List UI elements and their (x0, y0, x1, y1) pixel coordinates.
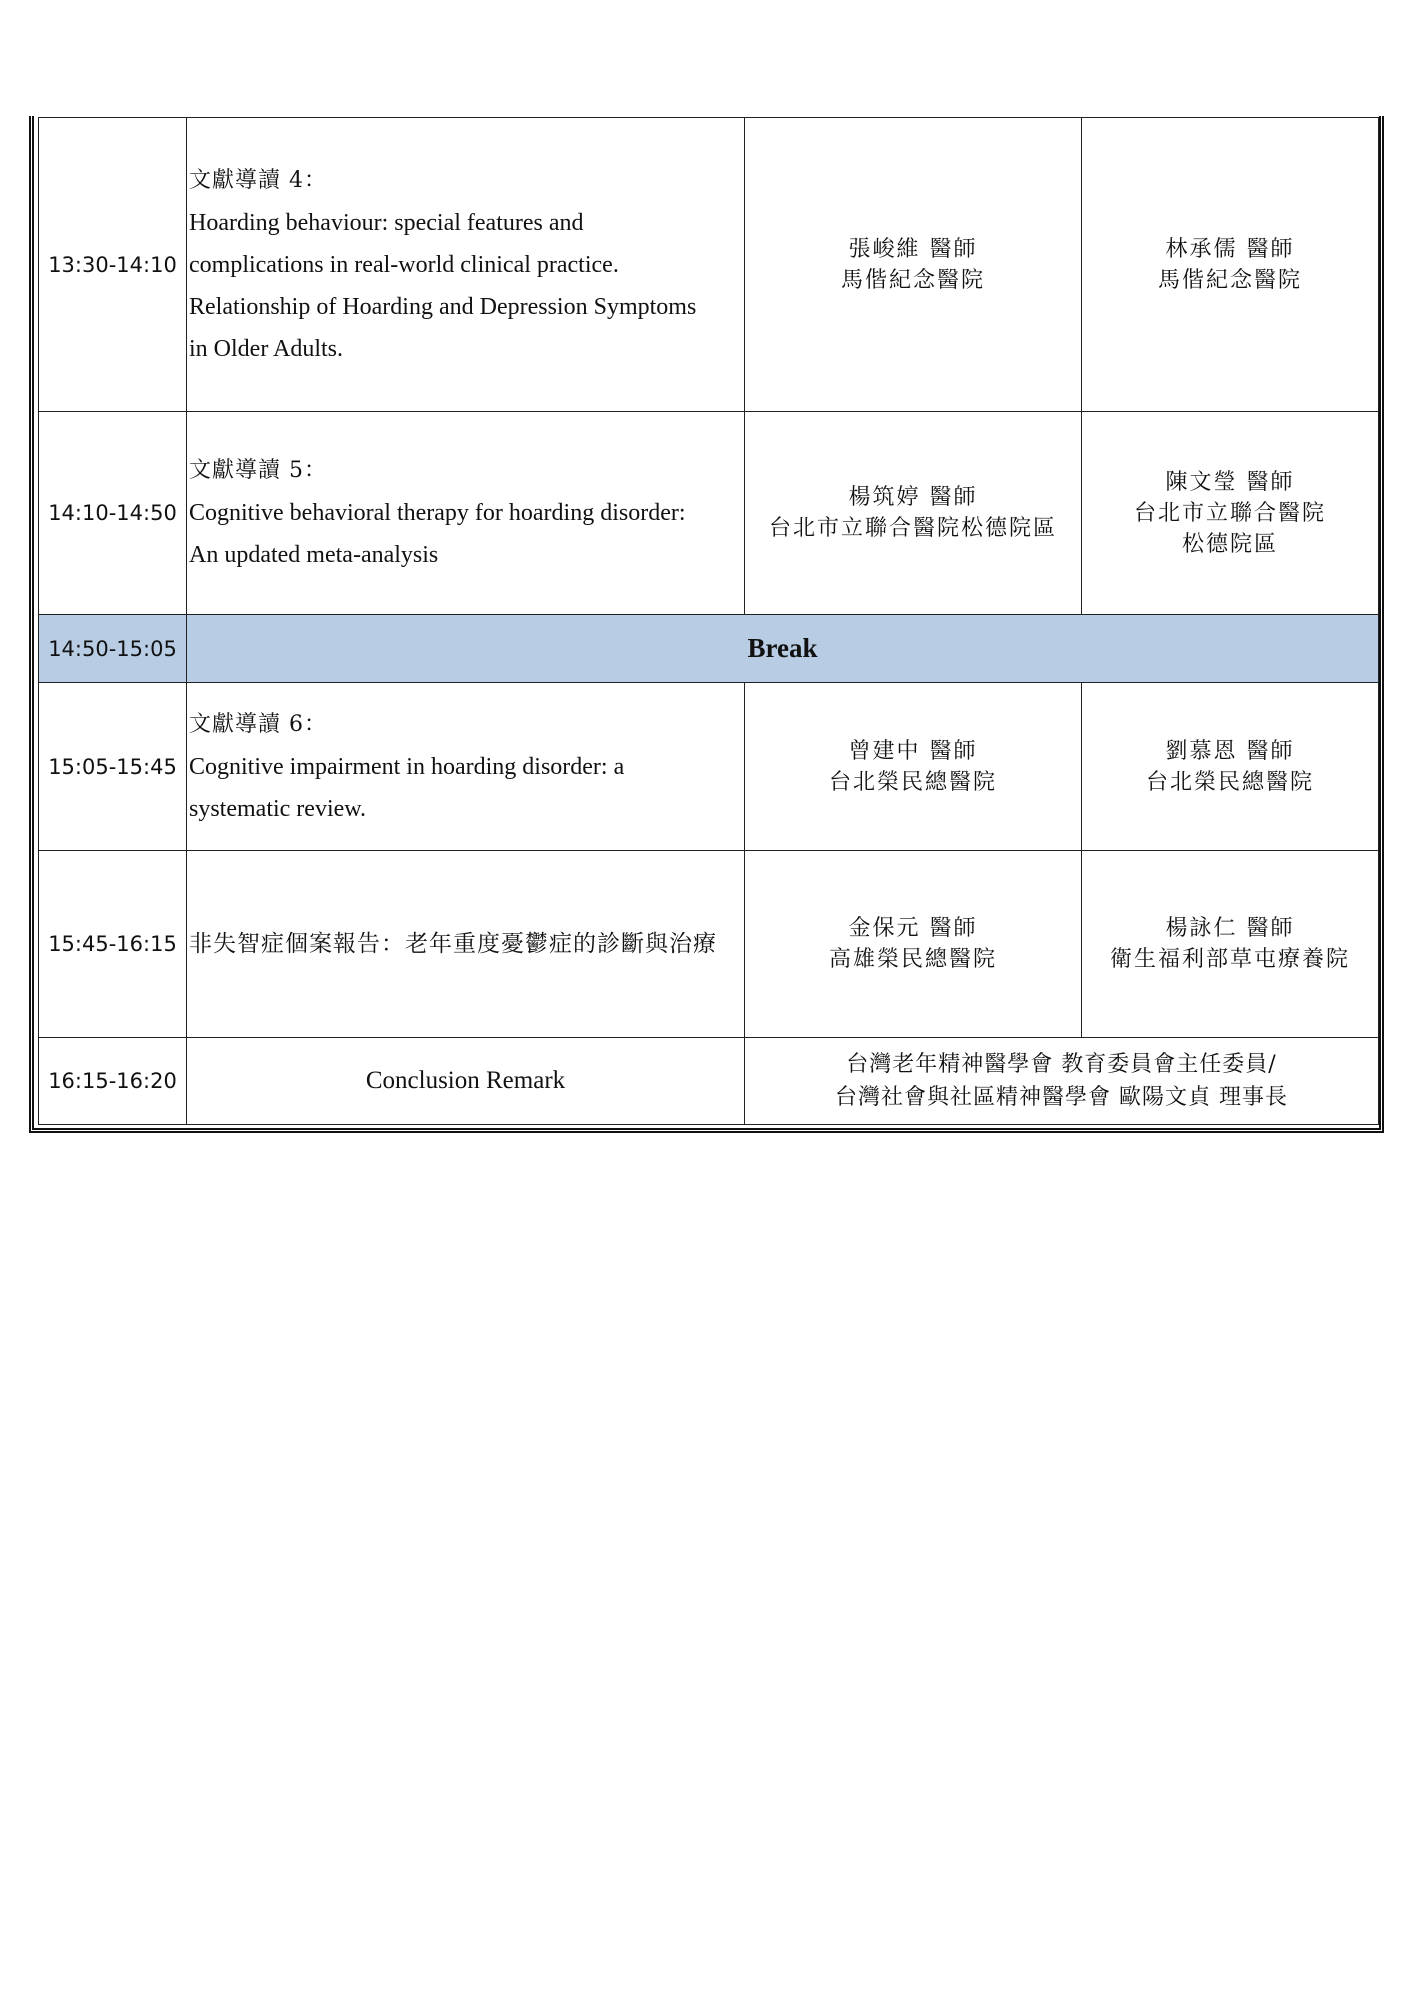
topic-line: complications in real-world clinical practice. (189, 251, 619, 278)
session-topic (187, 412, 745, 615)
topic-text: 非失智症個案報告：老年重度憂鬱症的診斷與治療 (189, 931, 717, 957)
table-row (39, 118, 1379, 412)
topic-line: Relationship of Hoarding and Depression Symptoms (189, 293, 697, 320)
moderator-cell (1082, 683, 1379, 851)
moderator-name: 林承儒 醫師 (1165, 236, 1295, 262)
chair-line: 台灣社會與社區精神醫學會 歐陽文貞 理事長 (835, 1085, 1288, 1110)
speaker-cell (745, 683, 1082, 851)
speaker-org: 高雄榮民總醫院 (828, 947, 997, 972)
moderator-org-2: 松德院區 (1181, 531, 1278, 557)
session-time: 16:15-16:20 (39, 1038, 187, 1125)
topic-heading: 文獻導讀 6： (189, 711, 327, 737)
session-time: 15:05-15:45 (39, 683, 187, 851)
session-time: 13:30-14:10 (39, 118, 187, 412)
topic-line: An updated meta-analysis (189, 542, 439, 568)
speaker-name: 張峻維 醫師 (848, 236, 978, 262)
table-row (39, 412, 1379, 615)
moderator-cell (1082, 412, 1379, 615)
session-topic (187, 851, 745, 1038)
speaker-org: 台北榮民總醫院 (828, 769, 997, 795)
table-row (39, 683, 1379, 851)
moderator-org: 台北榮民總醫院 (1145, 769, 1314, 795)
speaker-org: 馬偕紀念醫院 (840, 267, 985, 293)
speaker-cell (745, 851, 1082, 1038)
break-label: Break (187, 615, 1379, 683)
schedule-table (38, 117, 1379, 1125)
table-row (39, 851, 1379, 1038)
moderator-org: 馬偕紀念醫院 (1157, 267, 1302, 293)
speaker-cell (745, 118, 1082, 412)
moderator-cell (1082, 851, 1379, 1038)
moderator-org: 台北市立聯合醫院 (1133, 500, 1326, 526)
session-time: 15:45-16:15 (39, 851, 187, 1038)
session-topic (187, 118, 745, 412)
chair-cell (745, 1038, 1379, 1125)
speaker-name: 曾建中 醫師 (848, 738, 978, 764)
speaker-name: 金保元 醫師 (848, 916, 978, 941)
moderator-cell (1082, 118, 1379, 412)
topic-line: Cognitive behavioral therapy for hoarding disorder: (189, 500, 686, 526)
conclusion-label: Conclusion Remark (187, 1038, 745, 1125)
moderator-name: 陳文瑩 醫師 (1165, 469, 1295, 495)
speaker-org: 台北市立聯合醫院松德院區 (768, 516, 1057, 541)
topic-line: Cognitive impairment in hoarding disorder: a (189, 753, 625, 780)
session-time: 14:50-15:05 (39, 615, 187, 683)
topic-line: systematic review. (189, 795, 367, 822)
moderator-name: 劉慕恩 醫師 (1165, 738, 1295, 764)
speaker-name: 楊筑婷 醫師 (848, 485, 978, 510)
session-time: 14:10-14:50 (39, 412, 187, 615)
chair-line: 台灣老年精神醫學會 教育委員會主任委員/ (846, 1052, 1277, 1077)
moderator-org: 衛生福利部草屯療養院 (1109, 947, 1350, 972)
moderator-name: 楊詠仁 醫師 (1165, 916, 1295, 941)
topic-line: in Older Adults. (189, 335, 343, 362)
topic-line: Hoarding behaviour: special features and (189, 209, 584, 236)
speaker-cell (745, 412, 1082, 615)
topic-heading: 文獻導讀 4： (189, 167, 327, 193)
table-row (39, 1038, 1379, 1125)
session-topic (187, 683, 745, 851)
break-row (39, 615, 1379, 683)
topic-heading: 文獻導讀 5： (189, 458, 327, 483)
